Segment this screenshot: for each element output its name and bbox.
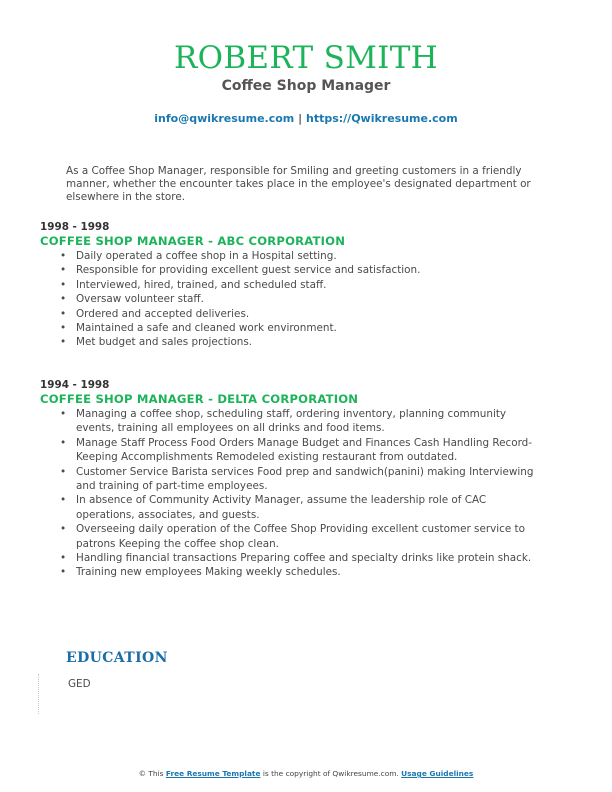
list-item: • Handling financial transactions Preparing coffee and specialty drinks like protein shack. (76, 551, 540, 565)
usage-guidelines-link[interactable]: Usage Guidelines (401, 769, 474, 778)
job-title: COFFEE SHOP MANAGER - ABC CORPORATION (40, 234, 346, 248)
education-divider (38, 674, 39, 714)
list-item: • Responsible for providing excellent guest service and satisfaction. (76, 263, 540, 277)
copyright-footer (0, 769, 612, 778)
list-item: • Manage Staff Process Food Orders Manage Budget and Finances Cash Handling Record-Keeping Accomplishments Remodeled existing restaurant from outdated. (76, 436, 540, 465)
education-heading: EDUCATION (66, 650, 168, 666)
list-item: • In absence of Community Activity Manager, assume the leadership role of CAC operations, associates, and guests. (76, 493, 540, 522)
free-resume-template-link[interactable]: Free Resume Template (165, 769, 261, 778)
experience-entry (40, 221, 540, 350)
list-item: • Training new employees Making weekly schedules. (76, 565, 540, 579)
experience-entry (40, 379, 540, 580)
job-dates: 1998 - 1998 (40, 221, 110, 233)
job-dates: 1994 - 1998 (40, 379, 110, 391)
list-item: • Ordered and accepted deliveries. (76, 307, 540, 321)
footer-middle: is the copyright of Qwikresume.com. (262, 769, 399, 778)
list-item: • Met budget and sales projections. (76, 335, 540, 349)
list-item: • Customer Service Barista services Food prep and sandwich(panini) making Interviewing and training of part-time employees. (76, 465, 540, 494)
candidate-name: ROBERT SMITH (173, 40, 439, 76)
email-link[interactable]: info@qwikresume.com (154, 112, 295, 125)
summary-paragraph: As a Coffee Shop Manager, responsible for Smiling and greeting customers in a friendly manner, whether the encounter takes place in the employee's designated department or elsewhere in the store. (66, 165, 531, 203)
candidate-title: Coffee Shop Manager (221, 78, 391, 94)
list-item: • Oversaw volunteer staff. (76, 292, 540, 306)
list-item: • Maintained a safe and cleaned work environment. (76, 321, 540, 335)
list-item: • Managing a coffee shop, scheduling staff, ordering inventory, planning community events, training all employees on all drinks and food items. (76, 407, 540, 436)
footer-prefix: © This (138, 769, 164, 778)
contact-separator: | (298, 112, 303, 125)
website-link[interactable]: https://Qwikresume.com (305, 112, 458, 125)
education-value: GED (68, 678, 91, 690)
contact-line (0, 112, 612, 125)
list-item: • Interviewed, hired, trained, and scheduled staff. (76, 278, 540, 292)
duties-list (40, 249, 540, 350)
list-item: • Daily operated a coffee shop in a Hospital setting. (76, 249, 540, 263)
job-title: COFFEE SHOP MANAGER - DELTA CORPORATION (40, 392, 359, 406)
list-item: • Overseeing daily operation of the Coffee Shop Providing excellent customer service to patrons Keeping the coffee shop clean. (76, 522, 540, 551)
duties-list (40, 407, 540, 580)
